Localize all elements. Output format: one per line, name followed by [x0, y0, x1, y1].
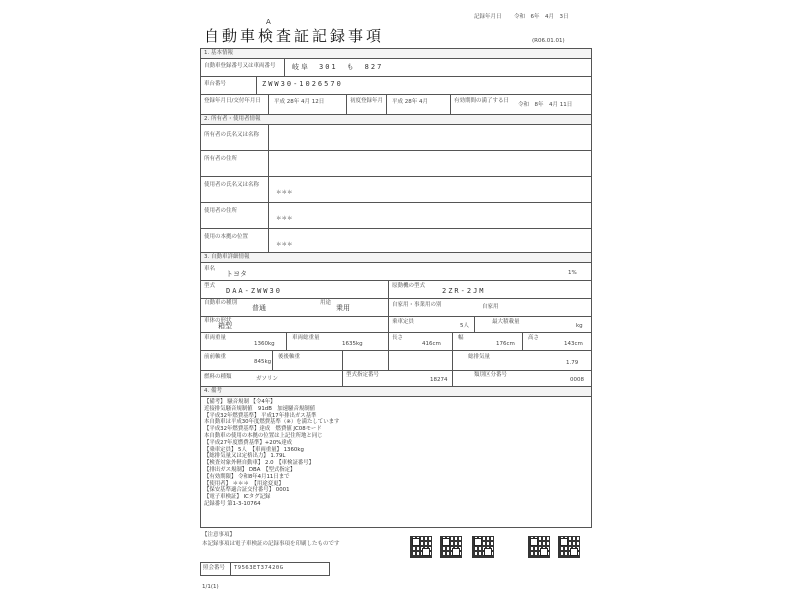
capacity-label: 乗車定員 [392, 319, 415, 325]
gross-weight-label: 車両総重量 [292, 335, 320, 341]
document-title: 自動車検査証記録事項 [204, 27, 385, 45]
width-label: 幅 [458, 335, 464, 341]
owner-name-label: 所有者の氏名又は名称 [204, 132, 260, 138]
note-line: 【備考】 騒音規制 【令4年】 [204, 399, 276, 405]
page-indicator: 1/1(1) [202, 584, 219, 590]
capacity: 5人 [460, 323, 469, 329]
user-address-label: 使用者の住所 [204, 208, 238, 214]
qr-code-1 [410, 536, 432, 558]
gross-weight: 1635kg [342, 341, 363, 347]
qr-code-3 [472, 536, 494, 558]
registration-number: 岐阜 301 も 827 [292, 63, 384, 71]
note-line: 【電子車検証】 ICタグ記録 [204, 494, 271, 501]
length-label: 長さ [392, 335, 404, 341]
engine: 2ZR-2JM [442, 287, 486, 295]
max-load: kg [576, 323, 583, 329]
model: DAA-ZWW30 [226, 287, 282, 295]
first-registration-label: 初度登録年月 [350, 98, 384, 104]
section3-label: 3. 自動車詳細情報 [204, 254, 250, 260]
note-line: 本自動車は平成30年度燃費基準（※）を満たしています [204, 419, 340, 426]
height: 143cm [564, 341, 583, 347]
note-line: 【保安基準適合証交付番号】 0001 [204, 487, 290, 494]
front-axle: 845kg [254, 359, 272, 365]
chassis-number-label: 車台番号 [204, 81, 227, 87]
fuel: ガソリン [256, 376, 279, 382]
maker: トヨタ [226, 270, 247, 278]
qr-code-5 [558, 536, 580, 558]
first-registration: 平成 28年 4月 [392, 99, 428, 105]
type-number-label: 型式指定番号 [346, 372, 380, 378]
class-number-label: 類別区分番号 [474, 372, 508, 378]
section3-header [201, 253, 591, 262]
note-line: 【使用者】 ＊＊＊ 【用途変更】 [204, 480, 284, 487]
serial-label: 照会番号 [203, 565, 226, 571]
kind: 普通 [252, 304, 266, 312]
note-line: 【平成27年度燃費基準】+20%達成 [204, 439, 293, 446]
expiry-label: 有効期間の満了する日 [454, 98, 510, 104]
model-label: 型式 [204, 283, 216, 289]
engine-label: 原動機の型式 [392, 283, 426, 289]
note-line: 【総排気量又は定格出力】 1.79L [204, 453, 286, 460]
body-label: 車体の形状 [204, 318, 232, 324]
note-line: 近接排気騒音規制値 91dB 加速騒音規制値 [204, 405, 316, 412]
inspection-record-sheet [196, 8, 596, 596]
rear-axle-label: 後後軸重 [278, 354, 301, 360]
registration-date-label: 登録年月日/交付年月日 [204, 98, 261, 104]
note-line: 【平成32年燃費基準】 平成17年排出ガス基準 [204, 412, 317, 419]
front-axle-label: 前前軸重 [204, 354, 227, 360]
use-label: 用途 [320, 300, 332, 306]
notice-text: 本記録事項は電子車検証の記録事項を印刷したものです [202, 541, 340, 547]
registration-number-label: 自動車登録番号又は車両番号 [204, 63, 276, 69]
kind-label: 自動車の種別 [204, 300, 238, 306]
class-number: 0008 [570, 377, 584, 383]
qr-code-2 [440, 536, 462, 558]
expiry-date: 令和 8年 4月 11日 [518, 102, 573, 108]
weight-label: 車両重量 [204, 335, 227, 341]
note-line: 【乗車定員】 5人 【車両重量】 1360kg [204, 446, 304, 453]
section4-header [201, 387, 591, 396]
body-shape: 箱型 [218, 322, 232, 330]
length: 416cm [422, 341, 441, 347]
maker-label: 車名 [204, 266, 216, 272]
section4-label: 4. 備考 [204, 388, 222, 394]
notes-block [204, 399, 339, 508]
note-line: 【有効期限】 令和8年4月11日まで [204, 473, 290, 480]
small-mark: A [266, 18, 271, 26]
private-label: 自家用・事業用の別 [392, 302, 442, 308]
qr-code-4 [528, 536, 550, 558]
section1-label: 1. 基本情報 [204, 50, 233, 56]
registration-date: 平成 28年 4月 12日 [274, 99, 325, 105]
note-line: 記録番号 第1-3-10764 [204, 500, 261, 507]
serial-number: T9563ET37420G [234, 565, 284, 571]
note-line: 【平成32年燃費基準】達成 燃費値 JC08モード [204, 426, 322, 433]
user-name: ＊＊＊ [276, 190, 293, 196]
base-location-label: 使用の本拠の位置 [204, 234, 249, 240]
section2-label: 2. 所有者・使用者情報 [204, 116, 261, 122]
base-location: ＊＊＊ [276, 242, 293, 248]
weight: 1360kg [254, 341, 275, 347]
owner-address-label: 所有者の住所 [204, 156, 238, 162]
note-line: 【検査対象外軽自動車】 2.0 【車検証番号】 [204, 460, 315, 467]
note-line: 【排出ガス規制】 DBA 【型式指定】 [204, 466, 296, 473]
user-name-label: 使用者の氏名又は名称 [204, 182, 260, 188]
issue-date-label: 記録年月日 [474, 14, 502, 20]
issue-date: 令和 6年 4月 3日 [514, 14, 569, 20]
displacement: 1.79 [566, 360, 579, 366]
ci-kind: 1% [568, 270, 577, 276]
use: 乗用 [336, 304, 350, 312]
notice-label: 【注意事項】 [202, 532, 236, 538]
form-code: (R06.01.01) [532, 38, 565, 44]
max-load-label: 最大積載量 [492, 319, 520, 325]
user-address: ＊＊＊ [276, 216, 293, 222]
width: 176cm [496, 341, 515, 347]
fuel-label: 燃料の種類 [204, 374, 232, 380]
section1-header [201, 49, 591, 58]
chassis-number: ZWW30-1026570 [262, 80, 343, 88]
type-number: 18274 [430, 377, 448, 383]
note-line: 本自動車の使用の本拠の位置は上記住所地と同じ [204, 432, 323, 439]
displacement-label: 総排気量 [468, 354, 491, 360]
private: 自家用 [482, 304, 499, 310]
height-label: 高さ [528, 335, 540, 341]
